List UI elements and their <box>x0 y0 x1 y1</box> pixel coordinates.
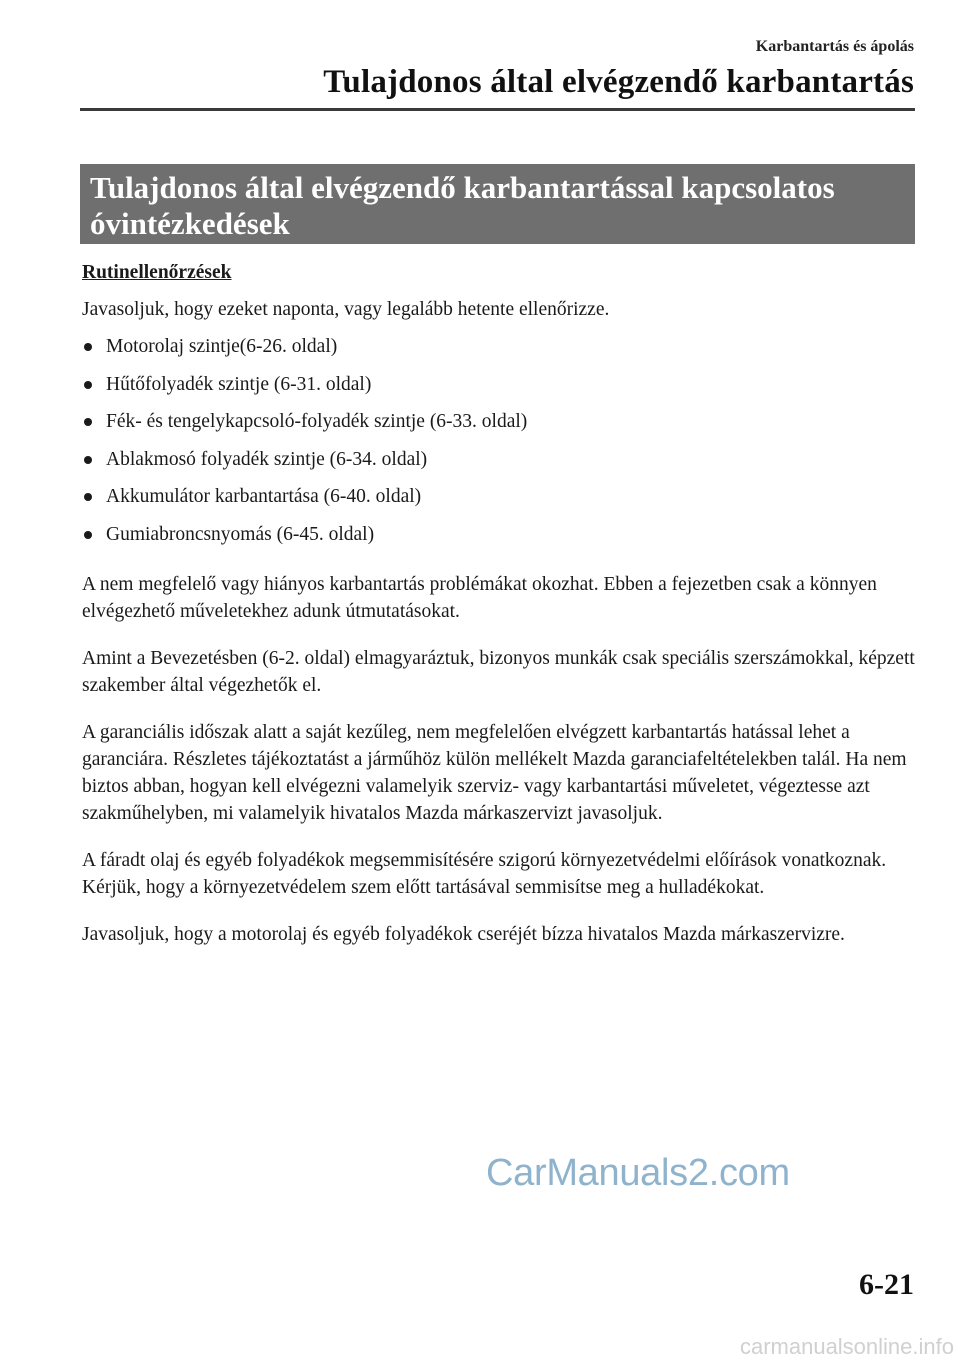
bullet-icon <box>84 343 92 351</box>
checklist-item <box>82 371 917 398</box>
paragraph: Javasoljuk, hogy a motorolaj és egyéb folyadékok cseréjét bízza hivatalos Mazda márkaszervizre. <box>82 923 845 945</box>
running-header-subtitle: Karbantartás és ápolás <box>755 38 914 55</box>
section-title: Tulajdonos által elvégzendő karbantartással kapcsolatos óvintézkedések <box>90 170 835 241</box>
paragraph: Amint a Bevezetésben (6-2. oldal) elmagyaráztuk, bizonyos munkák csak speciális szerszámokkal, képzett szakember által végezhetők el. <box>82 647 915 696</box>
checklist-item-text: Fék- és tengelykapcsoló-folyadék szintje (6-33. oldal) <box>106 411 528 433</box>
running-header-title: Tulajdonos által elvégzendő karbantartás <box>323 64 914 100</box>
bullet-icon <box>84 381 92 389</box>
checklist-item <box>82 483 917 510</box>
checklist-item-text: Akkumulátor karbantartása (6-40. oldal) <box>106 486 422 508</box>
subheading: Rutinellenőrzések <box>82 262 232 283</box>
checklist-item <box>82 408 917 435</box>
bullet-icon <box>84 493 92 501</box>
page-number: 6-21 <box>859 1268 914 1301</box>
checklist-item-text: Motorolaj szintje(6-26. oldal) <box>106 336 338 357</box>
watermark-logo: CarManuals2.com <box>486 1152 790 1194</box>
checklist <box>82 333 917 548</box>
bullet-icon <box>84 531 92 539</box>
checklist-item-text: Gumiabroncsnyomás (6-45. oldal) <box>106 523 375 545</box>
header-divider <box>80 108 915 111</box>
body-paragraphs <box>82 571 917 948</box>
footer-site-watermark: carmanualsonline.info <box>739 1334 954 1359</box>
checklist-item <box>82 521 917 548</box>
checklist-item <box>82 446 917 473</box>
intro-text: Javasoljuk, hogy ezeket naponta, vagy legalább hetente ellenőrizze. <box>82 299 610 320</box>
checklist-item-text: Ablakmosó folyadék szintje (6-34. oldal) <box>106 448 428 470</box>
checklist-item-text: Hűtőfolyadék szintje (6-31. oldal) <box>106 373 372 395</box>
section-banner <box>80 164 915 244</box>
paragraph: A fáradt olaj és egyéb folyadékok megsemmisítésére szigorú környezetvédelmi előírások vonatkoznak. Kérjük, hogy a környezetvédelem szem előtt tartásával semmisítse meg a hulladékokat. <box>82 849 887 898</box>
checklist-item <box>82 333 917 360</box>
bullet-icon <box>84 456 92 464</box>
main-content <box>82 259 917 968</box>
bullet-icon <box>84 418 92 426</box>
paragraph: A garanciális időszak alatt a saját kezűleg, nem megfelelően elvégzett karbantartás hatással lehet a garanciára. Részletes tájékoztatást a járműhöz külön mellékelt Mazda garanciafeltételekben talál. Ha nem biztos abban, hogyan kell elvégezni valamelyik szerviz- vagy karbantartási műveletet, végeztesse azt szakműhelyben, mi valamelyik hivatalos Mazda márkaszervizt javasoljuk. <box>82 721 907 824</box>
paragraph: A nem megfelelő vagy hiányos karbantartás problémákat okozhat. Ebben a fejezetben csak a könnyen elvégezhető műveletekhez adunk útmutatásokat. <box>82 573 877 622</box>
